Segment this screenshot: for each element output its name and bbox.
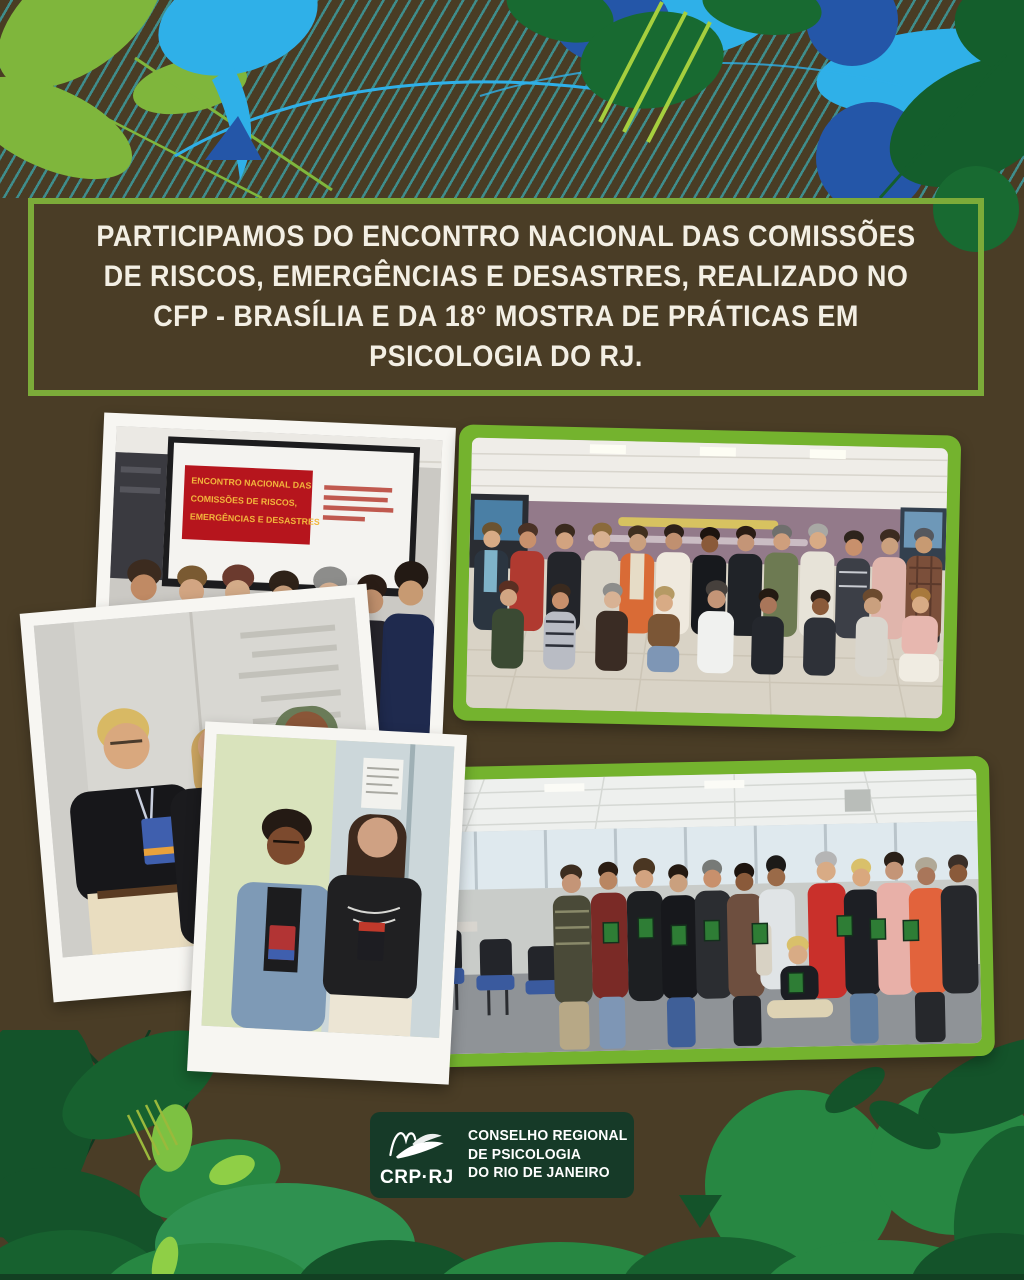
people-kneeling-row [491, 575, 941, 682]
crp-bird-icon [381, 1122, 453, 1166]
slide-banner-line-2: COMISSÕES DE RISCOS, [190, 493, 298, 508]
headline-box [28, 198, 984, 396]
photo-c-illustration [201, 734, 454, 1038]
photo-d-illustration [466, 438, 948, 719]
top-decorative-band [0, 0, 1024, 198]
headline-line-2: DE RISCOS, EMERGÊNCIAS E DESASTRES, REALIZADO NO [103, 260, 909, 293]
logo-org-name [468, 1127, 627, 1184]
logo-org-line-3: DO RIO DE JANEIRO [467, 1165, 610, 1182]
logo-acronym: CRP·RJ [380, 1166, 454, 1188]
headline-line-4: PSICOLOGIA DO RJ. [369, 340, 643, 373]
leaf-collage-top [0, 0, 1024, 198]
photo-e-illustration [404, 769, 982, 1055]
headline-line-3: CFP - BRASÍLIA E DA 18° MOSTRA DE PRÁTICAS EM [153, 300, 859, 333]
photo-classroom-group [391, 756, 995, 1068]
photo-polaroid-two-people [187, 721, 467, 1084]
slide-banner-line-1: ENCONTRO NACIONAL DAS [191, 475, 312, 491]
crp-rj-logo [370, 1112, 634, 1198]
slide-banner-line-3: EMERGÊNCIAS E DESASTRES [189, 511, 320, 527]
logo-org-line-2: DE PSICOLOGIA [467, 1146, 581, 1163]
logo-org-line-1: CONSELHO REGIONAL [467, 1127, 628, 1144]
wall-sign [361, 758, 404, 810]
headline-line-1: PARTICIPAMOS DO ENCONTRO NACIONAL DAS COMISSÕES [96, 220, 916, 253]
ceiling [471, 438, 948, 511]
logo-left-block [380, 1122, 454, 1189]
headline-text [81, 217, 931, 377]
photo-conference-group [453, 424, 962, 731]
